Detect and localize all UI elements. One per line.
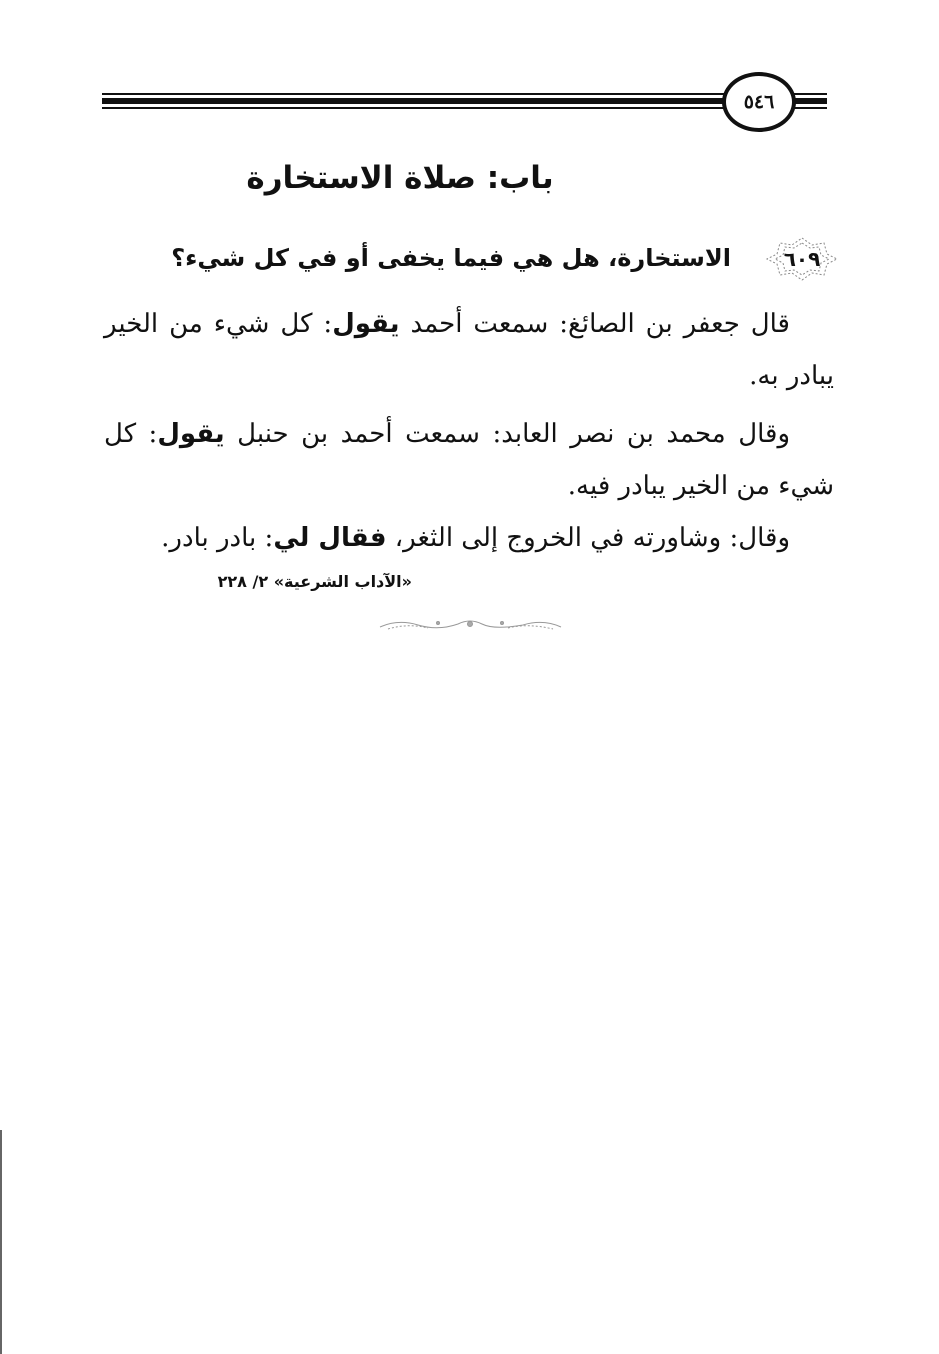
paragraph-1-text-b: : كل شيء من الخير يبادر به. [104, 309, 834, 391]
paragraph-3-text-b: : بادر بادر. [161, 523, 274, 553]
paragraph-1-bold: يقول [332, 309, 400, 339]
paragraph-1 [104, 298, 834, 402]
paragraph-3 [104, 512, 834, 564]
paragraph-3-bold: فقال لي [273, 523, 387, 553]
paragraph-3-text-a: وقال: وشاورته في الخروج إلى الثغر، [386, 523, 790, 553]
header-rule [102, 90, 827, 114]
divider-ornament [378, 615, 563, 633]
paragraph-2 [104, 408, 834, 512]
source-reference: «الآداب الشرعية» ٢/ ٢٢٨ [217, 572, 412, 591]
page-number: ٥٤٦ [722, 72, 796, 132]
paragraph-2-text-a: وقال محمد بن نصر العابد: سمعت أحمد بن حنبل [224, 419, 791, 449]
chapter-title: باب: صلاة الاستخارة [246, 160, 554, 196]
entry-number-text: ٦٠٩ [783, 247, 821, 271]
entry-number [765, 236, 839, 282]
question-heading: الاستخارة، هل هي فيما يخفى أو في كل شيء؟ [171, 244, 731, 272]
paragraph-1-text-a: قال جعفر بن الصائغ: سمعت أحمد [399, 309, 790, 339]
paragraph-2-text-b: : كل شيء من الخير يبادر فيه. [104, 419, 834, 501]
paragraph-2-bold: يقول [157, 419, 225, 449]
scan-margin-line [0, 1130, 2, 1354]
